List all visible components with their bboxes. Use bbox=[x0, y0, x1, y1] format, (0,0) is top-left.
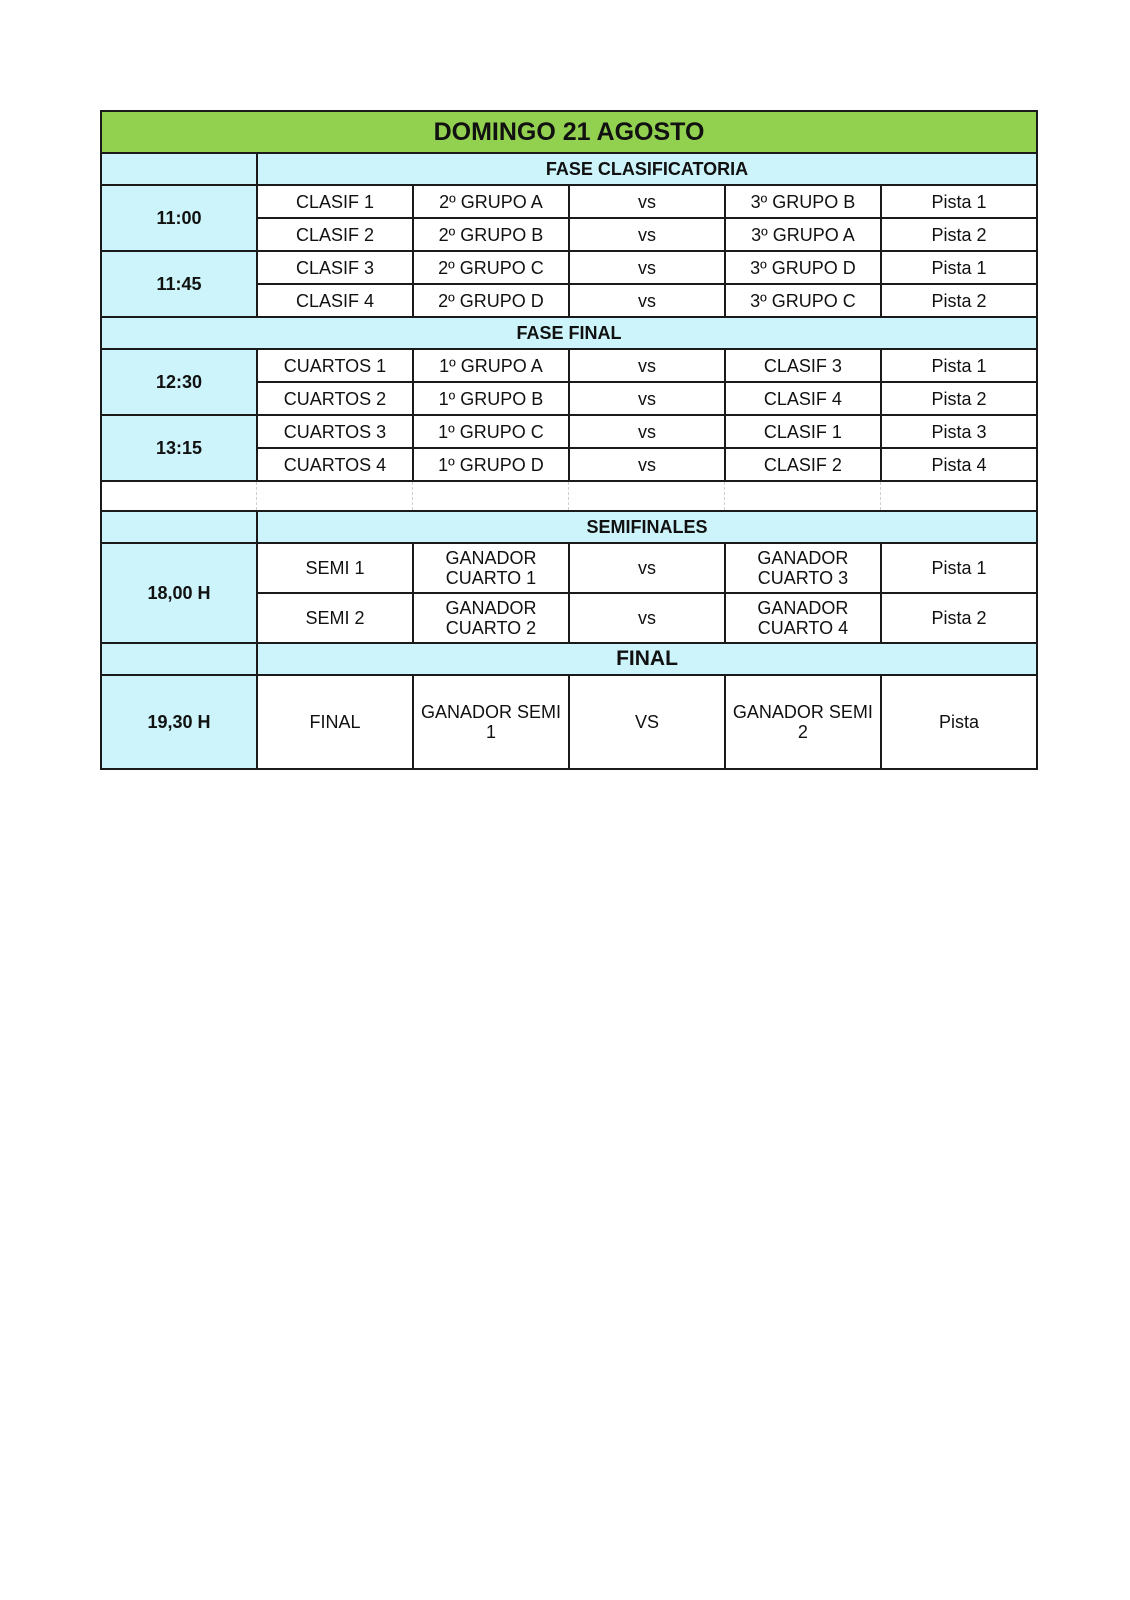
team2-cell: GANADOR SEMI 2 bbox=[725, 675, 881, 769]
empty-cell bbox=[413, 481, 569, 511]
empty-cell bbox=[101, 481, 257, 511]
court-cell: Pista 1 bbox=[881, 251, 1037, 284]
team1-line: CUARTO 2 bbox=[445, 618, 537, 638]
time-cell: 11:45 bbox=[101, 251, 257, 317]
time-cell: 11:00 bbox=[101, 185, 257, 251]
time-cell: 13:15 bbox=[101, 415, 257, 481]
match-name: FINAL bbox=[257, 675, 413, 769]
match-name: CLASIF 2 bbox=[257, 218, 413, 251]
team2-line: CUARTO 3 bbox=[757, 568, 849, 588]
team1-line: GANADOR bbox=[445, 548, 537, 568]
team1-cell: 1º GRUPO D bbox=[413, 448, 569, 481]
vs-cell: vs bbox=[569, 218, 725, 251]
match-row bbox=[101, 415, 1037, 448]
match-name: CLASIF 4 bbox=[257, 284, 413, 317]
team1-cell: GANADOR SEMI 1 bbox=[413, 675, 569, 769]
section-title: FASE FINAL bbox=[101, 317, 1037, 349]
court-cell: Pista 3 bbox=[881, 415, 1037, 448]
section-header-semifinales bbox=[101, 511, 1037, 543]
empty-cell bbox=[569, 481, 725, 511]
team1-cell: 2º GRUPO A bbox=[413, 185, 569, 218]
section-header-final bbox=[101, 643, 1037, 675]
schedule-table bbox=[100, 110, 1038, 770]
match-row bbox=[101, 675, 1037, 769]
match-name: CLASIF 1 bbox=[257, 185, 413, 218]
team2-cell: 3º GRUPO A bbox=[725, 218, 881, 251]
time-cell: 12:30 bbox=[101, 349, 257, 415]
page-title: DOMINGO 21 AGOSTO bbox=[101, 111, 1037, 153]
team2-cell: CLASIF 1 bbox=[725, 415, 881, 448]
match-name: CUARTOS 4 bbox=[257, 448, 413, 481]
section-title: SEMIFINALES bbox=[257, 511, 1037, 543]
team1-cell bbox=[413, 593, 569, 643]
court-cell: Pista 4 bbox=[881, 448, 1037, 481]
section-spacer bbox=[101, 511, 257, 543]
vs-cell: VS bbox=[569, 675, 725, 769]
vs-cell: vs bbox=[569, 251, 725, 284]
title-row bbox=[101, 111, 1037, 153]
court-cell: Pista 2 bbox=[881, 218, 1037, 251]
court-cell: Pista 1 bbox=[881, 185, 1037, 218]
vs-cell: vs bbox=[569, 382, 725, 415]
section-title: FASE CLASIFICATORIA bbox=[257, 153, 1037, 185]
team2-cell: 3º GRUPO C bbox=[725, 284, 881, 317]
schedule-sheet bbox=[100, 110, 1038, 770]
court-cell: Pista 2 bbox=[881, 593, 1037, 643]
empty-cell bbox=[257, 481, 413, 511]
team2-cell: CLASIF 3 bbox=[725, 349, 881, 382]
match-name: SEMI 2 bbox=[257, 593, 413, 643]
spacer-row bbox=[101, 481, 1037, 511]
team1-cell: 2º GRUPO D bbox=[413, 284, 569, 317]
vs-cell: vs bbox=[569, 448, 725, 481]
vs-cell: vs bbox=[569, 593, 725, 643]
match-row bbox=[101, 349, 1037, 382]
team2-line: GANADOR bbox=[757, 548, 849, 568]
vs-cell: vs bbox=[569, 349, 725, 382]
court-cell: Pista 1 bbox=[881, 349, 1037, 382]
section-title: FINAL bbox=[257, 643, 1037, 675]
team1-line: CUARTO 1 bbox=[445, 568, 537, 588]
team1-cell: 1º GRUPO A bbox=[413, 349, 569, 382]
vs-cell: vs bbox=[569, 185, 725, 218]
team2-cell: CLASIF 4 bbox=[725, 382, 881, 415]
court-cell: Pista 2 bbox=[881, 284, 1037, 317]
team1-cell: 2º GRUPO B bbox=[413, 218, 569, 251]
team1-cell: 2º GRUPO C bbox=[413, 251, 569, 284]
empty-cell bbox=[725, 481, 881, 511]
time-cell: 18,00 H bbox=[101, 543, 257, 643]
match-name: CUARTOS 2 bbox=[257, 382, 413, 415]
match-name: SEMI 1 bbox=[257, 543, 413, 593]
empty-cell bbox=[881, 481, 1037, 511]
court-cell: Pista bbox=[881, 675, 1037, 769]
section-spacer bbox=[101, 153, 257, 185]
team2-cell bbox=[725, 593, 881, 643]
team2-line: CUARTO 4 bbox=[757, 618, 849, 638]
vs-cell: vs bbox=[569, 543, 725, 593]
court-cell: Pista 2 bbox=[881, 382, 1037, 415]
team2-cell: CLASIF 2 bbox=[725, 448, 881, 481]
team2-line: GANADOR bbox=[757, 598, 849, 618]
match-row bbox=[101, 543, 1037, 593]
section-header-fase-final bbox=[101, 317, 1037, 349]
team2-cell: 3º GRUPO B bbox=[725, 185, 881, 218]
match-name: CUARTOS 3 bbox=[257, 415, 413, 448]
match-row bbox=[101, 185, 1037, 218]
team1-cell: 1º GRUPO B bbox=[413, 382, 569, 415]
team1-cell: 1º GRUPO C bbox=[413, 415, 569, 448]
match-row bbox=[101, 251, 1037, 284]
vs-cell: vs bbox=[569, 415, 725, 448]
match-name: CLASIF 3 bbox=[257, 251, 413, 284]
team2-cell bbox=[725, 543, 881, 593]
vs-cell: vs bbox=[569, 284, 725, 317]
section-spacer bbox=[101, 643, 257, 675]
court-cell: Pista 1 bbox=[881, 543, 1037, 593]
team1-line: GANADOR bbox=[445, 598, 537, 618]
team1-cell bbox=[413, 543, 569, 593]
time-cell: 19,30 H bbox=[101, 675, 257, 769]
section-header-clasificatoria bbox=[101, 153, 1037, 185]
team2-cell: 3º GRUPO D bbox=[725, 251, 881, 284]
match-name: CUARTOS 1 bbox=[257, 349, 413, 382]
